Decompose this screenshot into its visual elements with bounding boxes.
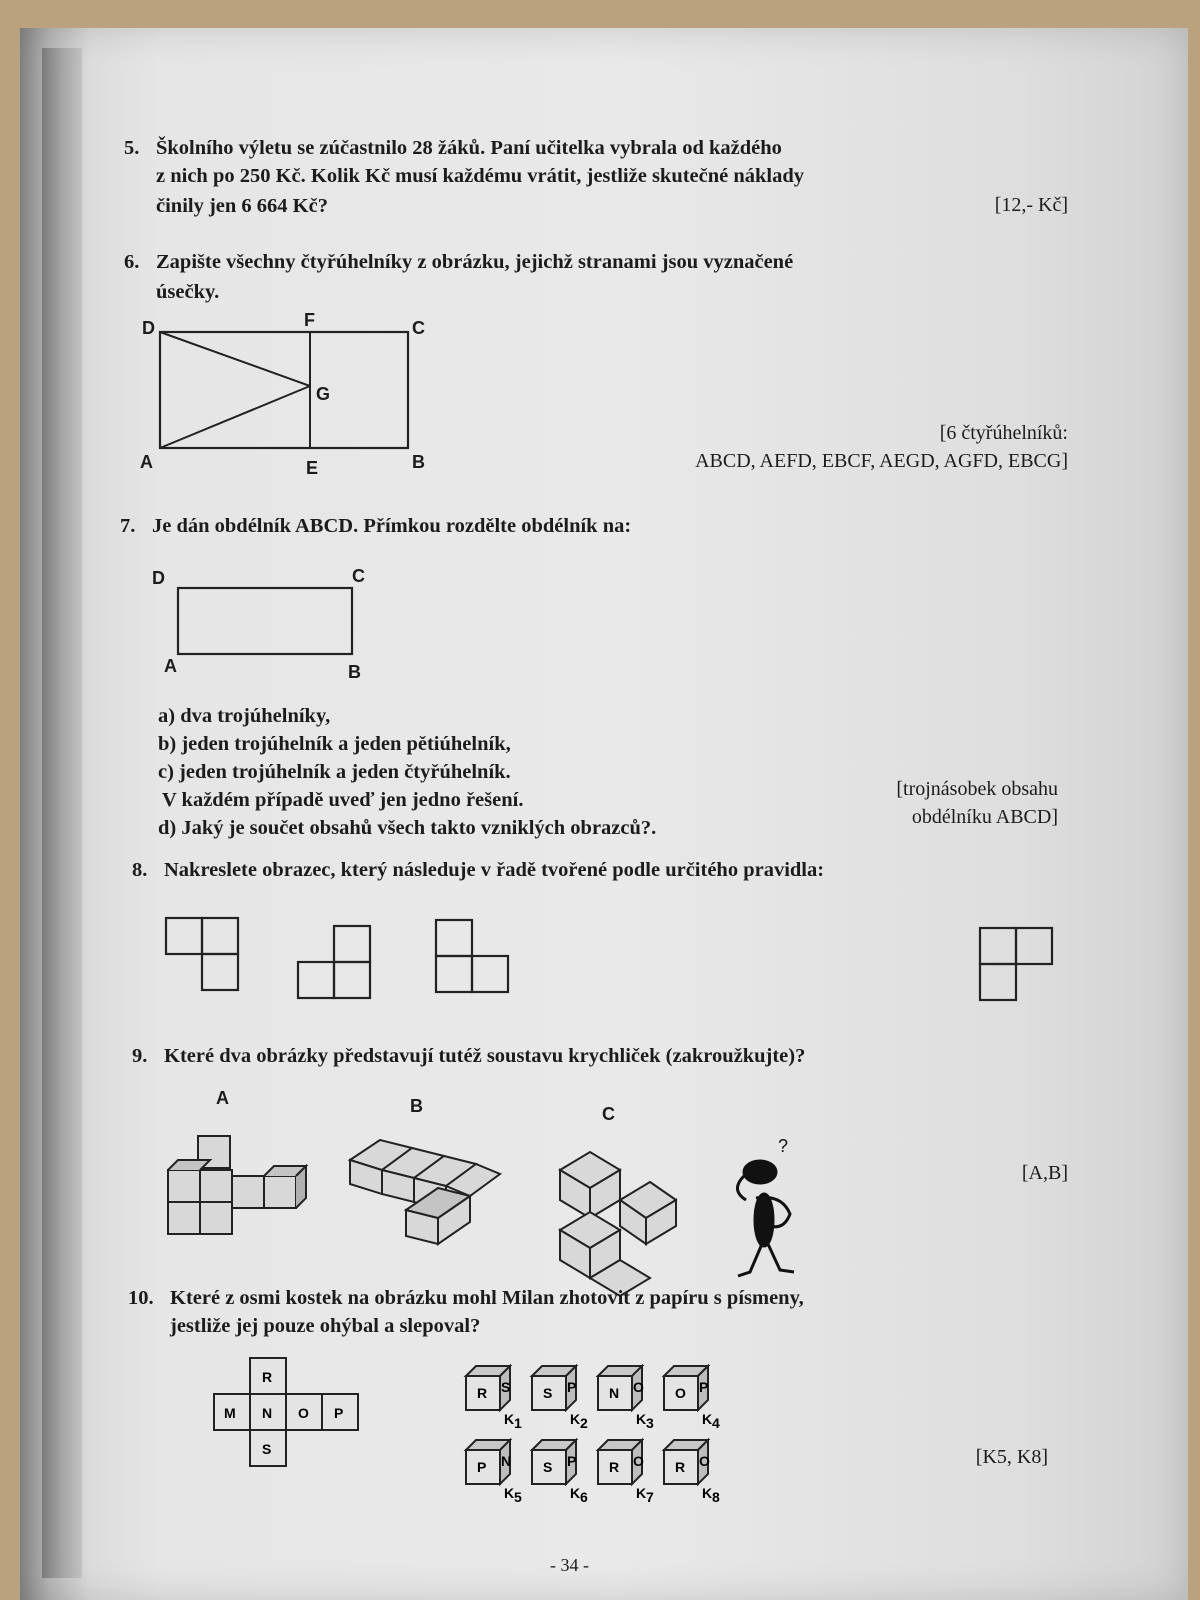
cube-face-side: P [567, 1379, 577, 1395]
cube-label-index: 6 [580, 1489, 588, 1505]
task10-line2: jestliže jej pouze ohýbal a slepoval? [170, 1315, 481, 1337]
cube-face-front: S [543, 1385, 553, 1401]
task6-answer-line1: [6 čtyřúhelníků: [939, 422, 1068, 444]
task10-line1: Které z osmi kostek na obrázku mohl Milan zhotovit z papíru s písmeny, [170, 1287, 804, 1309]
task9-cubes-figure [150, 1090, 850, 1300]
task6-line1: Zapište všechny čtyřúhelníky z obrázku, jejichž stranami jsou vyznačené [156, 251, 794, 273]
cube-K5 [466, 1440, 522, 1505]
task6-label-B: B [412, 452, 425, 472]
cube-face-front: O [675, 1385, 686, 1401]
task6-label-D: D [142, 318, 155, 338]
cube-face-side: O [633, 1453, 644, 1469]
svg-text:?: ? [778, 1136, 789, 1156]
net-row-2: O [298, 1405, 309, 1421]
task6-line2: úsečky. [156, 281, 220, 303]
task7-label-D: D [152, 568, 165, 588]
cube-K3 [598, 1366, 654, 1431]
task6-rectangle-figure [138, 310, 438, 488]
task5-line2: z nich po 250 Kč. Kolik Kč musí každému vrátit, jestliže skutečné náklady [156, 165, 805, 187]
net-bottom: S [262, 1441, 272, 1457]
cube-label-index: 1 [514, 1415, 522, 1431]
task7-label-B: B [348, 662, 361, 682]
cube-face-front: R [477, 1385, 488, 1401]
cube-face-side: O [699, 1453, 710, 1469]
task7-line1: Je dán obdélník ABCD. Přímkou rozdělte obdélník na: [152, 515, 632, 537]
cube-face-front: P [477, 1459, 487, 1475]
task6-label-E: E [306, 458, 319, 478]
task6-number: 6. [124, 251, 140, 273]
cube-group-a [168, 1136, 306, 1234]
cube-label: K [702, 1411, 713, 1427]
cube-label-index: 3 [646, 1415, 654, 1431]
cube-label-index: 2 [580, 1415, 588, 1431]
task9-answer: [A,B] [1021, 1162, 1068, 1184]
cube-label: K [570, 1411, 581, 1427]
cube-face-front: N [609, 1385, 620, 1401]
task7-label-C: C [352, 566, 365, 586]
cube-label: K [636, 1485, 647, 1501]
task6-label-G: G [316, 384, 331, 404]
cube-face-side: O [633, 1379, 644, 1395]
task9-label-B: B [410, 1096, 423, 1116]
task5-line3: činily jen 6 664 Kč? [156, 195, 328, 217]
cube-face-front: R [675, 1459, 686, 1475]
net-row-0: M [224, 1405, 236, 1421]
task5-number: 5. [124, 137, 140, 159]
cube-label-index: 7 [646, 1489, 654, 1505]
task6-label-A: A [140, 452, 153, 472]
task7-item-c: c) jeden trojúhelník a jeden čtyřúhelník. [158, 761, 511, 783]
task7-rectangle-figure [148, 566, 388, 682]
cube-K8 [664, 1440, 720, 1505]
task7-note: V každém případě uveď jen jedno řešení. [162, 789, 524, 811]
worksheet-page [20, 28, 1188, 1600]
task8-sequence-figure [160, 916, 1080, 1016]
cube-face-side: S [501, 1379, 511, 1395]
net-top: R [262, 1369, 273, 1385]
task7-item-b: b) jeden trojúhelník a jeden pětiúhelník, [158, 733, 511, 755]
task7-item-a: a) dva trojúhelníky, [158, 705, 331, 727]
cube-face-side: P [567, 1453, 577, 1469]
cube-label: K [504, 1485, 515, 1501]
task8-line1: Nakreslete obrazec, který následuje v řadě tvořené podle určitého pravidla: [164, 859, 825, 881]
cube-group-b [350, 1140, 500, 1244]
task10-net-figure [212, 1354, 382, 1484]
cube-face-front: R [609, 1459, 620, 1475]
task10-cubes-figure [450, 1354, 770, 1504]
cube-K4 [664, 1366, 720, 1431]
task10-number: 10. [128, 1287, 154, 1309]
task6-label-C: C [412, 318, 425, 338]
task6-answer-line2: ABCD, AEFD, EBCF, AEGD, AGFD, EBCG] [695, 450, 1068, 472]
task7-label-A: A [164, 656, 177, 676]
net-row-3: P [334, 1405, 344, 1421]
cube-label: K [636, 1411, 647, 1427]
cube-label: K [570, 1485, 581, 1501]
task9-label-C: C [602, 1104, 615, 1124]
cube-K2 [532, 1366, 588, 1431]
cube-label: K [702, 1485, 713, 1501]
task6-label-F: F [304, 310, 315, 330]
scan-shadow-strip [42, 48, 82, 1578]
thinking-figure-icon [737, 1136, 794, 1276]
cube-face-side: P [699, 1379, 709, 1395]
task9-line1: Které dva obrázky představují tutéž soustavu krychliček (zakroužkujte)? [164, 1045, 806, 1067]
task9-number: 9. [132, 1045, 148, 1067]
cube-label-index: 4 [712, 1415, 720, 1431]
cube-face-side: N [501, 1453, 512, 1469]
cube-K7 [598, 1440, 654, 1505]
task5-answer: [12,- Kč] [994, 194, 1068, 216]
cube-K1 [466, 1366, 522, 1431]
cube-label: K [504, 1411, 515, 1427]
task8-number: 8. [132, 859, 148, 881]
task9-label-A: A [216, 1088, 229, 1108]
cube-label-index: 8 [712, 1489, 720, 1505]
cube-group-c [560, 1152, 676, 1296]
net-row-1: N [262, 1405, 273, 1421]
cube-K6 [532, 1440, 588, 1505]
page-number: - 34 - [550, 1555, 589, 1575]
task5-line1: Školního výletu se zúčastnilo 28 žáků. Paní učitelka vybrala od každého [156, 137, 782, 159]
task7-answer-line1: [trojnásobek obsahu [896, 778, 1058, 800]
task10-answer: [K5, K8] [975, 1446, 1048, 1468]
task7-item-d: d) Jaký je součet obsahů všech takto vzniklých obrazců?. [158, 817, 657, 839]
cube-face-front: S [543, 1459, 553, 1475]
task7-number: 7. [120, 515, 136, 537]
task7-answer-line2: obdélníku ABCD] [911, 806, 1058, 828]
cube-label-index: 5 [514, 1489, 522, 1505]
